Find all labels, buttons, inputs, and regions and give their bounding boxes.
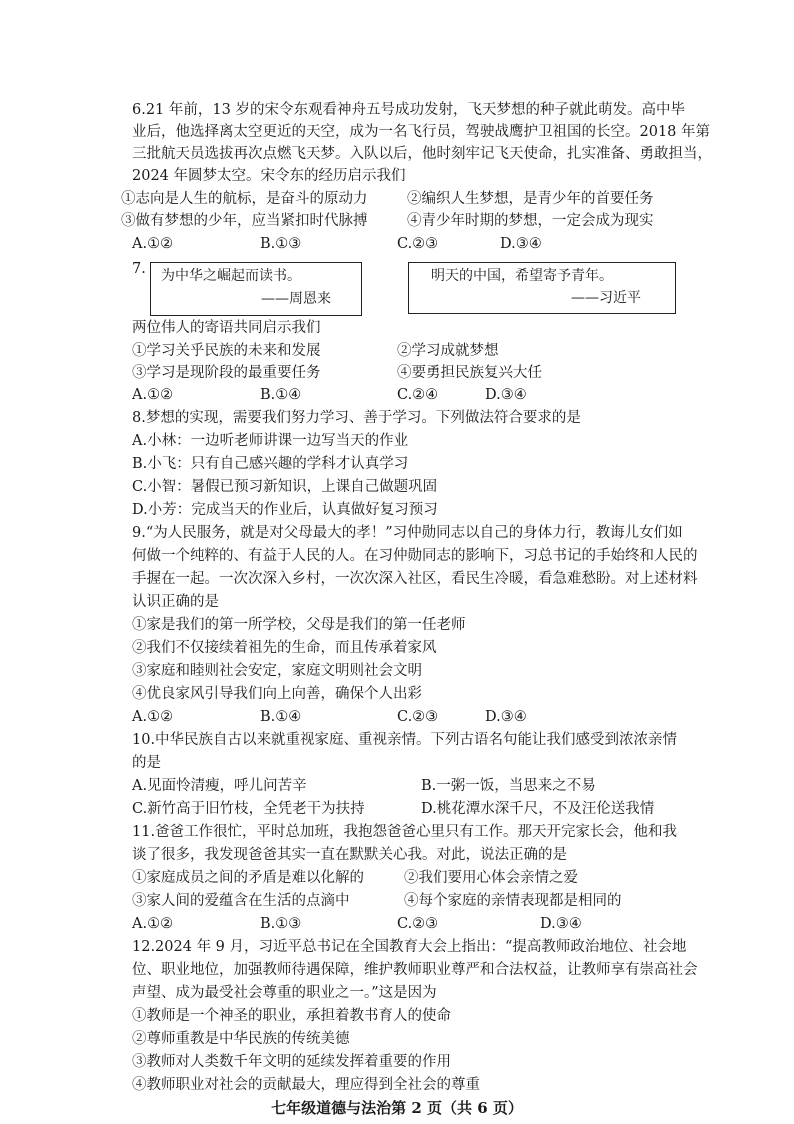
q6-stem-line: 6.21 年前，13 岁的宋令东观看神舟五号成功发射，飞天梦想的种子就此萌发。高中毕 [132,102,685,118]
quote-box-xi [408,262,676,314]
q11-statement-3: ③家人间的爱蕴含在生活的点滴中 [132,893,350,909]
page-footer: 七年级道德与法治第 2 页（共 6 页） [271,1099,523,1117]
quote-author-xi: ——习近平 [571,290,641,306]
q7-option-c: C.②④ [397,387,439,403]
q11-statement-2: ②我们要用心体会亲情之爱 [404,870,578,886]
q12-statement-3: ③教师对人类数千年文明的延续发挥着重要的作用 [132,1054,451,1070]
q7-statement-4: ④要勇担民族复兴大任 [397,365,542,381]
q12-stem-line: 声望、成为最受社会尊重的职业之一。”这是因为 [132,985,437,1001]
q6-option-b: B.①③ [260,236,302,252]
q9-option-b: B.①④ [260,709,302,725]
q9-option-a: A.①② [132,709,174,725]
q9-option-c: C.②③ [397,709,439,725]
q11-option-c: C.②③ [397,916,439,932]
q12-statement-2: ②尊师重教是中华民族的传统美德 [132,1031,350,1047]
q8-option-d: D.小芳：完成当天的作业后，认真做好复习预习 [132,502,438,518]
q6-option-a: A.①② [132,236,174,252]
q11-stem-line: 11.爸爸工作很忙，平时总加班，我抱怨爸爸心里只有工作。那天开完家长会，他和我 [132,824,678,840]
q7-option-d: D.③④ [485,387,527,403]
q12-stem-line: 位、职业地位，加强教师待遇保障，维护教师职业尊严和合法权益，让教师享有崇高社会 [132,962,698,978]
q7-statement-2: ②学习成就梦想 [397,343,499,359]
q12-statement-4: ④教师职业对社会的贡献最大，理应得到全社会的尊重 [132,1077,480,1093]
q11-option-d: D.③④ [540,916,582,932]
q10-stem-line: 10.中华民族自古以来就重视家庭、重视亲情。下列古语名句能让我们感受到浓浓亲情 [132,732,678,748]
q7-statement-3: ③学习是现阶段的最重要任务 [132,365,321,381]
q6-stem-line: 业后，他选择离太空更近的天空，成为一名飞行员，驾驶战鹰护卫祖国的长空。2018 年第 [132,124,711,140]
q6-stem-line: 2024 年圆梦太空。宋令东的经历启示我们 [132,168,406,184]
q6-stem-line: 三批航天员选拔再次点燃飞天梦。入队以后，他时刻牢记飞天使命，扎实准备、勇敢担当， [132,146,712,162]
quote-xi: 明天的中国，希望寄予青年。 [431,268,613,284]
q8-option-a: A.小林：一边听老师讲课一边写当天的作业 [132,433,409,449]
q9-statement-1: ①家是我们的第一所学校，父母是我们的第一任老师 [132,617,466,633]
q7-stem: 两位伟人的寄语共同启示我们 [132,320,321,336]
q10-option-d: D.桃花潭水深千尺，不及汪伦送我情 [421,801,655,817]
q9-stem-line: 9.“为人民服务，就是对父母最大的孝！”习仲勋同志以自己的身体力行，教诲儿女们如 [132,525,683,541]
q11-option-a: A.①② [132,916,174,932]
q9-statement-4: ④优良家风引导我们向上向善，确保个人出彩 [132,686,422,702]
q12-stem-line: 12.2024 年 9 月，习近平总书记在全国教育大会上指出：“提高教师政治地位、社会地 [132,939,687,955]
q11-stem-line: 谈了很多，我发现爸爸其实一直在默默关心我。对此，说法正确的是 [132,847,567,863]
q10-option-a: A.见面怜清瘦，呼儿问苦辛 [132,778,307,794]
q9-stem-line: 认识正确的是 [132,594,219,610]
q8-option-c: C.小智：暑假已预习新知识，上课自己做题巩固 [132,479,438,495]
q10-option-b: B.一粥一饭，当思来之不易 [421,778,596,794]
q10-option-c: C.新竹高于旧竹枝，全凭老干为扶持 [132,801,365,817]
q7-statement-1: ①学习关乎民族的未来和发展 [132,343,321,359]
q7-option-b: B.①④ [260,387,302,403]
q6-statement-1: ①志向是人生的航标，是奋斗的原动力 [121,191,368,207]
q6-option-c: C.②③ [397,236,439,252]
q6-option-d: D.③④ [500,236,542,252]
q7-number: 7. [132,261,146,277]
q9-statement-3: ③家庭和睦则社会安定，家庭文明则社会文明 [132,663,422,679]
q6-statement-3: ③做有梦想的少年，应当紧扣时代脉搏 [121,213,368,229]
q9-option-d: D.③④ [485,709,527,725]
q6-statement-2: ②编织人生梦想，是青少年的首要任务 [407,191,654,207]
q7-option-a: A.①② [132,387,174,403]
q9-stem-line: 手握在一起。一次次深入乡村，一次次深入社区，看民生冷暖，看急难愁盼。对上述材料 [132,571,698,587]
quote-author-zhou: ——周恩来 [261,291,331,307]
q12-statement-1: ①教师是一个神圣的职业，承担着教书育人的使命 [132,1008,451,1024]
quote-box-zhou [150,262,362,316]
q9-stem-line: 何做一个纯粹的、有益于人民的人。在习仲勋同志的影响下，习总书记的手始终和人民的 [132,548,698,564]
q6-statement-4: ④青少年时期的梦想，一定会成为现实 [407,213,654,229]
q9-statement-2: ②我们不仅接续着祖先的生命，而且传承着家风 [132,640,437,656]
q11-option-b: B.①③ [260,916,302,932]
q11-statement-1: ①家庭成员之间的矛盾是难以化解的 [132,870,364,886]
q8-option-b: B.小飞：只有自己感兴趣的学科才认真学习 [132,456,409,472]
q11-statement-4: ④每个家庭的亲情表现都是相同的 [404,893,622,909]
q8-stem: 8.梦想的实现，需要我们努力学习、善于学习。下列做法符合要求的是 [132,410,581,426]
quote-zhou: 为中华之崛起而读书。 [161,268,301,284]
q10-stem-line: 的是 [132,755,161,771]
